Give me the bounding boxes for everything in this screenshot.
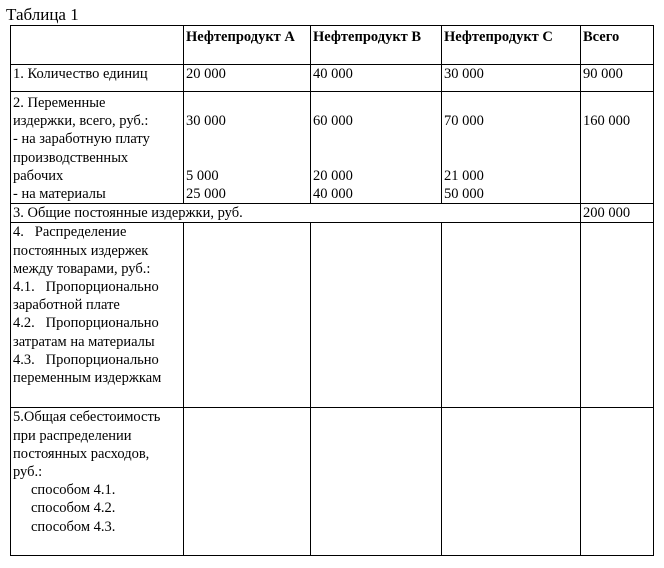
- header-product-b: Нефтепродукт В: [311, 26, 442, 65]
- row-total-cost: [11, 408, 654, 556]
- row-fixed-costs: [11, 204, 654, 223]
- row-total-cost-total: [581, 408, 654, 556]
- row-allocation-a: [184, 223, 311, 408]
- row-total-cost-c: [442, 408, 581, 556]
- table-caption: Таблица 1: [6, 5, 79, 24]
- row-quantity-label: 1. Количество единиц: [11, 65, 184, 92]
- row-variable-costs: [11, 92, 654, 204]
- row-allocation-b: [311, 223, 442, 408]
- row-fixed-total: 200 000: [581, 204, 654, 223]
- row-fixed-allocation: [11, 223, 654, 408]
- header-cell-empty: [11, 26, 184, 65]
- row-variable-c: 70 000 21 000 50 000: [442, 92, 581, 204]
- row-quantity-a: 20 000: [184, 65, 311, 92]
- row-allocation-total: [581, 223, 654, 408]
- header-product-c: Нефтепродукт С: [442, 26, 581, 65]
- cost-table: [10, 25, 654, 556]
- row-variable-a: 30 000 5 000 25 000: [184, 92, 311, 204]
- row-quantity-total: 90 000: [581, 65, 654, 92]
- row-fixed-label: 3. Общие постоянные издержки, руб.: [11, 204, 581, 223]
- row-variable-total: 160 000: [581, 92, 654, 204]
- row-allocation-label: 4. Распределение постоянных издержек между товарами, руб.: 4.1. Пропорционально заработной плате 4.2. Пропорционально затратам на материалы 4.3. Пропорционально переменным издержкам: [11, 223, 184, 408]
- row-total-cost-b: [311, 408, 442, 556]
- header-total: Всего: [581, 26, 654, 65]
- row-quantity: [11, 65, 654, 92]
- header-row: [11, 26, 654, 65]
- row-quantity-c: 30 000: [442, 65, 581, 92]
- row-allocation-c: [442, 223, 581, 408]
- row-total-cost-label: 5.Общая себестоимость при распределении постоянных расходов, руб.: способом 4.1. способом 4.2. способом 4.3.: [11, 408, 184, 556]
- header-product-a: Нефтепродукт А: [184, 26, 311, 65]
- row-quantity-b: 40 000: [311, 65, 442, 92]
- row-total-cost-a: [184, 408, 311, 556]
- row-variable-b: 60 000 20 000 40 000: [311, 92, 442, 204]
- row-variable-label: 2. Переменные издержки, всего, руб.: - на заработную плату производственных рабочих - на материалы: [11, 92, 184, 204]
